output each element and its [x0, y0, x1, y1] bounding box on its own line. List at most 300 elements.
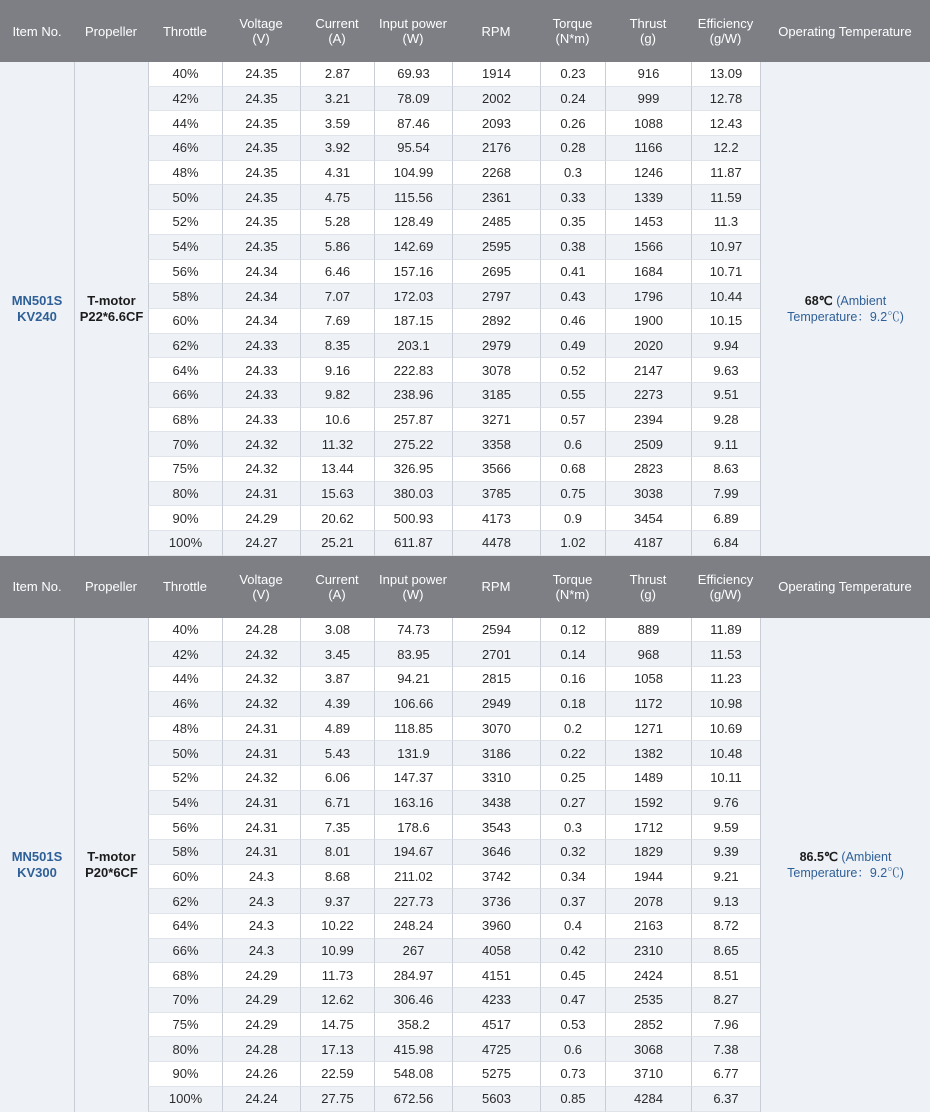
voltage-cell: 24.34 [222, 284, 300, 309]
header-rpm: RPM [481, 579, 511, 595]
block-body [0, 62, 930, 556]
current-cell: 10.99 [300, 939, 374, 964]
header-voltage: Voltage (V) [239, 16, 283, 46]
thrust-cell: 4187 [605, 531, 691, 556]
voltage-cell: 24.31 [222, 717, 300, 742]
current-cell: 11.73 [300, 963, 374, 988]
voltage-cell: 24.35 [222, 210, 300, 235]
efficiency-cell: 9.76 [691, 791, 760, 816]
header-rpm: RPM [481, 23, 511, 39]
thrust-cell: 1944 [605, 865, 691, 890]
current-cell: 14.75 [300, 1013, 374, 1038]
input-power-cell: 106.66 [374, 692, 452, 717]
operating-temperature-cell [760, 62, 930, 556]
efficiency-cell: 7.99 [691, 482, 760, 507]
current-cell: 4.89 [300, 717, 374, 742]
efficiency-cell: 10.44 [691, 284, 760, 309]
torque-cell: 0.55 [540, 383, 605, 408]
efficiency-cell: 9.39 [691, 840, 760, 865]
throttle-cell: 44% [148, 667, 222, 692]
rpm-cell: 3742 [452, 865, 540, 890]
throttle-cell: 64% [148, 358, 222, 383]
throttle-cell: 40% [148, 62, 222, 87]
current-cell: 3.21 [300, 87, 374, 112]
torque-cell: 0.24 [540, 87, 605, 112]
current-cell: 7.35 [300, 815, 374, 840]
voltage-cell: 24.28 [222, 1037, 300, 1062]
rpm-cell: 3960 [452, 914, 540, 939]
voltage-cell: 24.3 [222, 914, 300, 939]
rpm-cell: 2797 [452, 284, 540, 309]
voltage-cell: 24.34 [222, 260, 300, 285]
torque-cell: 0.26 [540, 111, 605, 136]
rpm-cell: 2594 [452, 618, 540, 643]
torque-cell: 0.3 [540, 161, 605, 186]
thrust-cell: 1339 [605, 185, 691, 210]
efficiency-cell: 11.87 [691, 161, 760, 186]
efficiency-cell: 13.09 [691, 62, 760, 87]
thrust-cell: 1246 [605, 161, 691, 186]
efficiency-cell: 9.11 [691, 432, 760, 457]
current-cell: 4.31 [300, 161, 374, 186]
voltage-cell: 24.35 [222, 111, 300, 136]
efficiency-cell: 7.38 [691, 1037, 760, 1062]
thrust-cell: 1271 [605, 717, 691, 742]
thrust-cell: 2823 [605, 457, 691, 482]
voltage-cell: 24.33 [222, 358, 300, 383]
propeller: T-motor P22*6.6CF [79, 292, 144, 324]
input-power-cell: 380.03 [374, 482, 452, 507]
throttle-cell: 52% [148, 210, 222, 235]
current-cell: 3.92 [300, 136, 374, 161]
torque-cell: 0.49 [540, 334, 605, 359]
input-power-cell: 500.93 [374, 506, 452, 531]
throttle-cell: 56% [148, 815, 222, 840]
torque-cell: 0.12 [540, 618, 605, 643]
thrust-cell: 3710 [605, 1062, 691, 1087]
efficiency-cell: 9.59 [691, 815, 760, 840]
rpm-cell: 3566 [452, 457, 540, 482]
throttle-cell: 58% [148, 284, 222, 309]
rpm-cell: 3358 [452, 432, 540, 457]
current-cell: 9.37 [300, 889, 374, 914]
current-cell: 5.43 [300, 741, 374, 766]
torque-cell: 0.9 [540, 506, 605, 531]
input-power-cell: 94.21 [374, 667, 452, 692]
header-operating-temperature: Operating Temperature [778, 23, 912, 39]
voltage-cell: 24.3 [222, 889, 300, 914]
current-cell: 11.32 [300, 432, 374, 457]
efficiency-cell: 12.43 [691, 111, 760, 136]
throttle-cell: 62% [148, 334, 222, 359]
thrust-cell: 2163 [605, 914, 691, 939]
throttle-cell: 44% [148, 111, 222, 136]
operating-temperature-cell [760, 618, 930, 1112]
input-power-cell: 275.22 [374, 432, 452, 457]
rpm-cell: 2595 [452, 235, 540, 260]
rpm-cell: 3185 [452, 383, 540, 408]
current-cell: 5.86 [300, 235, 374, 260]
voltage-cell: 24.32 [222, 692, 300, 717]
efficiency-cell: 9.28 [691, 408, 760, 433]
efficiency-cell: 11.53 [691, 642, 760, 667]
rpm-cell: 5275 [452, 1062, 540, 1087]
header-efficiency: Efficiency (g/W) [697, 571, 754, 602]
throttle-cell: 54% [148, 235, 222, 260]
input-power-cell: 142.69 [374, 235, 452, 260]
header-throttle: Throttle [162, 579, 208, 595]
efficiency-cell: 6.77 [691, 1062, 760, 1087]
current-cell: 22.59 [300, 1062, 374, 1087]
torque-cell: 0.6 [540, 1037, 605, 1062]
voltage-cell: 24.33 [222, 383, 300, 408]
current-cell: 4.75 [300, 185, 374, 210]
rpm-cell: 2093 [452, 111, 540, 136]
thrust-cell: 3038 [605, 482, 691, 507]
torque-cell: 0.41 [540, 260, 605, 285]
torque-cell: 0.28 [540, 136, 605, 161]
voltage-cell: 24.34 [222, 309, 300, 334]
rpm-cell: 1914 [452, 62, 540, 87]
rpm-cell: 2979 [452, 334, 540, 359]
rpm-cell: 2176 [452, 136, 540, 161]
thrust-cell: 916 [605, 62, 691, 87]
current-cell: 20.62 [300, 506, 374, 531]
current-cell: 2.87 [300, 62, 374, 87]
input-power-cell: 358.2 [374, 1013, 452, 1038]
efficiency-cell: 10.97 [691, 235, 760, 260]
current-cell: 6.71 [300, 791, 374, 816]
rpm-cell: 2701 [452, 642, 540, 667]
throttle-cell: 90% [148, 1062, 222, 1087]
input-power-cell: 203.1 [374, 334, 452, 359]
input-power-cell: 78.09 [374, 87, 452, 112]
thrust-cell: 4284 [605, 1087, 691, 1112]
header-item-no: Item No. [12, 579, 62, 595]
current-cell: 8.01 [300, 840, 374, 865]
efficiency-cell: 10.15 [691, 309, 760, 334]
throttle-cell: 42% [148, 87, 222, 112]
input-power-cell: 163.16 [374, 791, 452, 816]
input-power-cell: 157.16 [374, 260, 452, 285]
throttle-cell: 48% [148, 161, 222, 186]
efficiency-cell: 9.13 [691, 889, 760, 914]
input-power-cell: 326.95 [374, 457, 452, 482]
header-input-power: Input power (W) [379, 16, 447, 46]
input-power-cell: 83.95 [374, 642, 452, 667]
thrust-cell: 2852 [605, 1013, 691, 1038]
rpm-cell: 4233 [452, 988, 540, 1013]
current-cell: 8.35 [300, 334, 374, 359]
current-cell: 9.82 [300, 383, 374, 408]
torque-cell: 0.73 [540, 1062, 605, 1087]
rpm-cell: 2949 [452, 692, 540, 717]
efficiency-cell: 12.78 [691, 87, 760, 112]
rpm-cell: 3543 [452, 815, 540, 840]
voltage-cell: 24.31 [222, 840, 300, 865]
torque-cell: 0.27 [540, 791, 605, 816]
rpm-cell: 4725 [452, 1037, 540, 1062]
efficiency-cell: 9.94 [691, 334, 760, 359]
thrust-cell: 889 [605, 618, 691, 643]
item-no-cell [0, 62, 74, 556]
efficiency-cell: 12.2 [691, 136, 760, 161]
torque-cell: 0.75 [540, 482, 605, 507]
current-cell: 17.13 [300, 1037, 374, 1062]
input-power-cell: 306.46 [374, 988, 452, 1013]
input-power-cell: 238.96 [374, 383, 452, 408]
current-cell: 9.16 [300, 358, 374, 383]
torque-cell: 0.18 [540, 692, 605, 717]
input-power-cell: 222.83 [374, 358, 452, 383]
thrust-cell: 3068 [605, 1037, 691, 1062]
thrust-cell: 2509 [605, 432, 691, 457]
input-power-cell: 147.37 [374, 766, 452, 791]
thrust-cell: 2273 [605, 383, 691, 408]
header-voltage: Voltage (V) [239, 571, 283, 602]
propeller-cell [74, 618, 148, 1112]
input-power-cell: 257.87 [374, 408, 452, 433]
header-operating-temperature: Operating Temperature [778, 579, 912, 595]
torque-cell: 0.52 [540, 358, 605, 383]
thrust-cell: 1900 [605, 309, 691, 334]
input-power-cell: 227.73 [374, 889, 452, 914]
torque-cell: 0.53 [540, 1013, 605, 1038]
throttle-cell: 100% [148, 531, 222, 556]
rpm-cell: 2892 [452, 309, 540, 334]
current-cell: 6.06 [300, 766, 374, 791]
header-torque: Torque (N*m) [552, 16, 593, 46]
rpm-cell: 3271 [452, 408, 540, 433]
efficiency-cell: 8.27 [691, 988, 760, 1013]
thrust-cell: 1453 [605, 210, 691, 235]
current-cell: 3.45 [300, 642, 374, 667]
voltage-cell: 24.3 [222, 865, 300, 890]
thrust-cell: 2078 [605, 889, 691, 914]
throttle-cell: 66% [148, 383, 222, 408]
current-cell: 5.28 [300, 210, 374, 235]
rpm-cell: 3078 [452, 358, 540, 383]
thrust-cell: 1566 [605, 235, 691, 260]
throttle-cell: 50% [148, 185, 222, 210]
torque-cell: 0.34 [540, 865, 605, 890]
thrust-cell: 1172 [605, 692, 691, 717]
voltage-cell: 24.31 [222, 791, 300, 816]
throttle-cell: 80% [148, 482, 222, 507]
header-current: Current (A) [315, 16, 359, 46]
voltage-cell: 24.29 [222, 988, 300, 1013]
throttle-cell: 58% [148, 840, 222, 865]
thrust-cell: 1382 [605, 741, 691, 766]
current-cell: 8.68 [300, 865, 374, 890]
input-power-cell: 194.67 [374, 840, 452, 865]
thrust-cell: 2020 [605, 334, 691, 359]
torque-cell: 0.35 [540, 210, 605, 235]
rpm-cell: 5603 [452, 1087, 540, 1112]
efficiency-cell: 9.51 [691, 383, 760, 408]
throttle-cell: 60% [148, 865, 222, 890]
item-no-cell [0, 618, 74, 1112]
throttle-cell: 56% [148, 260, 222, 285]
header-item-no: Item No. [12, 23, 62, 39]
block-body [0, 618, 930, 1112]
header-propeller: Propeller [84, 23, 138, 39]
item-no: MN501S KV300 [11, 848, 63, 880]
current-cell: 7.07 [300, 284, 374, 309]
voltage-cell: 24.35 [222, 62, 300, 87]
torque-cell: 0.37 [540, 889, 605, 914]
throttle-cell: 100% [148, 1087, 222, 1112]
torque-cell: 0.57 [540, 408, 605, 433]
propeller: T-motor P20*6CF [85, 848, 138, 880]
efficiency-cell: 10.11 [691, 766, 760, 791]
input-power-cell: 128.49 [374, 210, 452, 235]
voltage-cell: 24.26 [222, 1062, 300, 1087]
header-row [0, 0, 930, 62]
torque-cell: 0.3 [540, 815, 605, 840]
thrust-cell: 2394 [605, 408, 691, 433]
rpm-cell: 3186 [452, 741, 540, 766]
torque-cell: 0.16 [540, 667, 605, 692]
efficiency-cell: 8.65 [691, 939, 760, 964]
input-power-cell: 118.85 [374, 717, 452, 742]
thrust-cell: 1796 [605, 284, 691, 309]
torque-cell: 0.38 [540, 235, 605, 260]
input-power-cell: 178.6 [374, 815, 452, 840]
input-power-cell: 248.24 [374, 914, 452, 939]
voltage-cell: 24.35 [222, 136, 300, 161]
thrust-cell: 1592 [605, 791, 691, 816]
torque-cell: 0.45 [540, 963, 605, 988]
item-no: MN501S KV240 [11, 292, 63, 324]
current-cell: 27.75 [300, 1087, 374, 1112]
torque-cell: 0.25 [540, 766, 605, 791]
header-efficiency: Efficiency (g/W) [697, 16, 754, 46]
rpm-cell: 3438 [452, 791, 540, 816]
torque-cell: 0.68 [540, 457, 605, 482]
voltage-cell: 24.32 [222, 457, 300, 482]
propeller-cell [74, 62, 148, 556]
header-throttle: Throttle [162, 23, 208, 39]
input-power-cell: 95.54 [374, 136, 452, 161]
voltage-cell: 24.33 [222, 334, 300, 359]
throttle-cell: 52% [148, 766, 222, 791]
rpm-cell: 3736 [452, 889, 540, 914]
voltage-cell: 24.32 [222, 766, 300, 791]
voltage-cell: 24.27 [222, 531, 300, 556]
efficiency-cell: 6.84 [691, 531, 760, 556]
rpm-cell: 3646 [452, 840, 540, 865]
torque-cell: 0.85 [540, 1087, 605, 1112]
current-cell: 3.08 [300, 618, 374, 643]
rpm-cell: 4478 [452, 531, 540, 556]
thrust-cell: 1712 [605, 815, 691, 840]
thrust-cell: 1829 [605, 840, 691, 865]
throttle-cell: 62% [148, 889, 222, 914]
voltage-cell: 24.29 [222, 1013, 300, 1038]
throttle-cell: 40% [148, 618, 222, 643]
input-power-cell: 69.93 [374, 62, 452, 87]
rpm-cell: 4058 [452, 939, 540, 964]
rpm-cell: 2695 [452, 260, 540, 285]
voltage-cell: 24.32 [222, 667, 300, 692]
header-propeller: Propeller [84, 579, 138, 595]
header-input-power: Input power (W) [379, 571, 447, 602]
torque-cell: 1.02 [540, 531, 605, 556]
thrust-cell: 999 [605, 87, 691, 112]
efficiency-cell: 9.21 [691, 865, 760, 890]
torque-cell: 0.46 [540, 309, 605, 334]
efficiency-cell: 6.37 [691, 1087, 760, 1112]
voltage-cell: 24.35 [222, 235, 300, 260]
current-cell: 7.69 [300, 309, 374, 334]
torque-cell: 0.23 [540, 62, 605, 87]
current-cell: 10.22 [300, 914, 374, 939]
thrust-cell: 1058 [605, 667, 691, 692]
throttle-cell: 54% [148, 791, 222, 816]
input-power-cell: 172.03 [374, 284, 452, 309]
throttle-cell: 75% [148, 1013, 222, 1038]
efficiency-cell: 11.89 [691, 618, 760, 643]
throttle-cell: 68% [148, 408, 222, 433]
thrust-cell: 1489 [605, 766, 691, 791]
rpm-cell: 4517 [452, 1013, 540, 1038]
voltage-cell: 24.3 [222, 939, 300, 964]
rpm-cell: 3310 [452, 766, 540, 791]
torque-cell: 0.4 [540, 914, 605, 939]
torque-cell: 0.43 [540, 284, 605, 309]
input-power-cell: 131.9 [374, 741, 452, 766]
throttle-cell: 66% [148, 939, 222, 964]
efficiency-cell: 10.98 [691, 692, 760, 717]
input-power-cell: 87.46 [374, 111, 452, 136]
voltage-cell: 24.35 [222, 161, 300, 186]
temperature-value: 86.5℃ [799, 849, 838, 864]
voltage-cell: 24.31 [222, 482, 300, 507]
throttle-cell: 46% [148, 136, 222, 161]
voltage-cell: 24.35 [222, 185, 300, 210]
ambient-temperature-note: (Ambient Temperature：9.2℃) [787, 849, 904, 880]
input-power-cell: 115.56 [374, 185, 452, 210]
current-cell: 6.46 [300, 260, 374, 285]
efficiency-cell: 11.23 [691, 667, 760, 692]
thrust-cell: 3454 [605, 506, 691, 531]
thrust-cell: 2424 [605, 963, 691, 988]
current-cell: 3.87 [300, 667, 374, 692]
efficiency-cell: 8.63 [691, 457, 760, 482]
header-thrust: Thrust (g) [629, 571, 667, 602]
header-row [0, 556, 930, 618]
header-thrust: Thrust (g) [629, 16, 667, 46]
rpm-cell: 2268 [452, 161, 540, 186]
throttle-cell: 48% [148, 717, 222, 742]
thrust-cell: 1088 [605, 111, 691, 136]
voltage-cell: 24.24 [222, 1087, 300, 1112]
throttle-cell: 80% [148, 1037, 222, 1062]
input-power-cell: 74.73 [374, 618, 452, 643]
rpm-cell: 4173 [452, 506, 540, 531]
voltage-cell: 24.29 [222, 506, 300, 531]
efficiency-cell: 11.3 [691, 210, 760, 235]
current-cell: 13.44 [300, 457, 374, 482]
input-power-cell: 672.56 [374, 1087, 452, 1112]
torque-cell: 0.42 [540, 939, 605, 964]
input-power-cell: 267 [374, 939, 452, 964]
input-power-cell: 548.08 [374, 1062, 452, 1087]
rpm-cell: 2361 [452, 185, 540, 210]
rpm-cell: 3070 [452, 717, 540, 742]
throttle-cell: 46% [148, 692, 222, 717]
